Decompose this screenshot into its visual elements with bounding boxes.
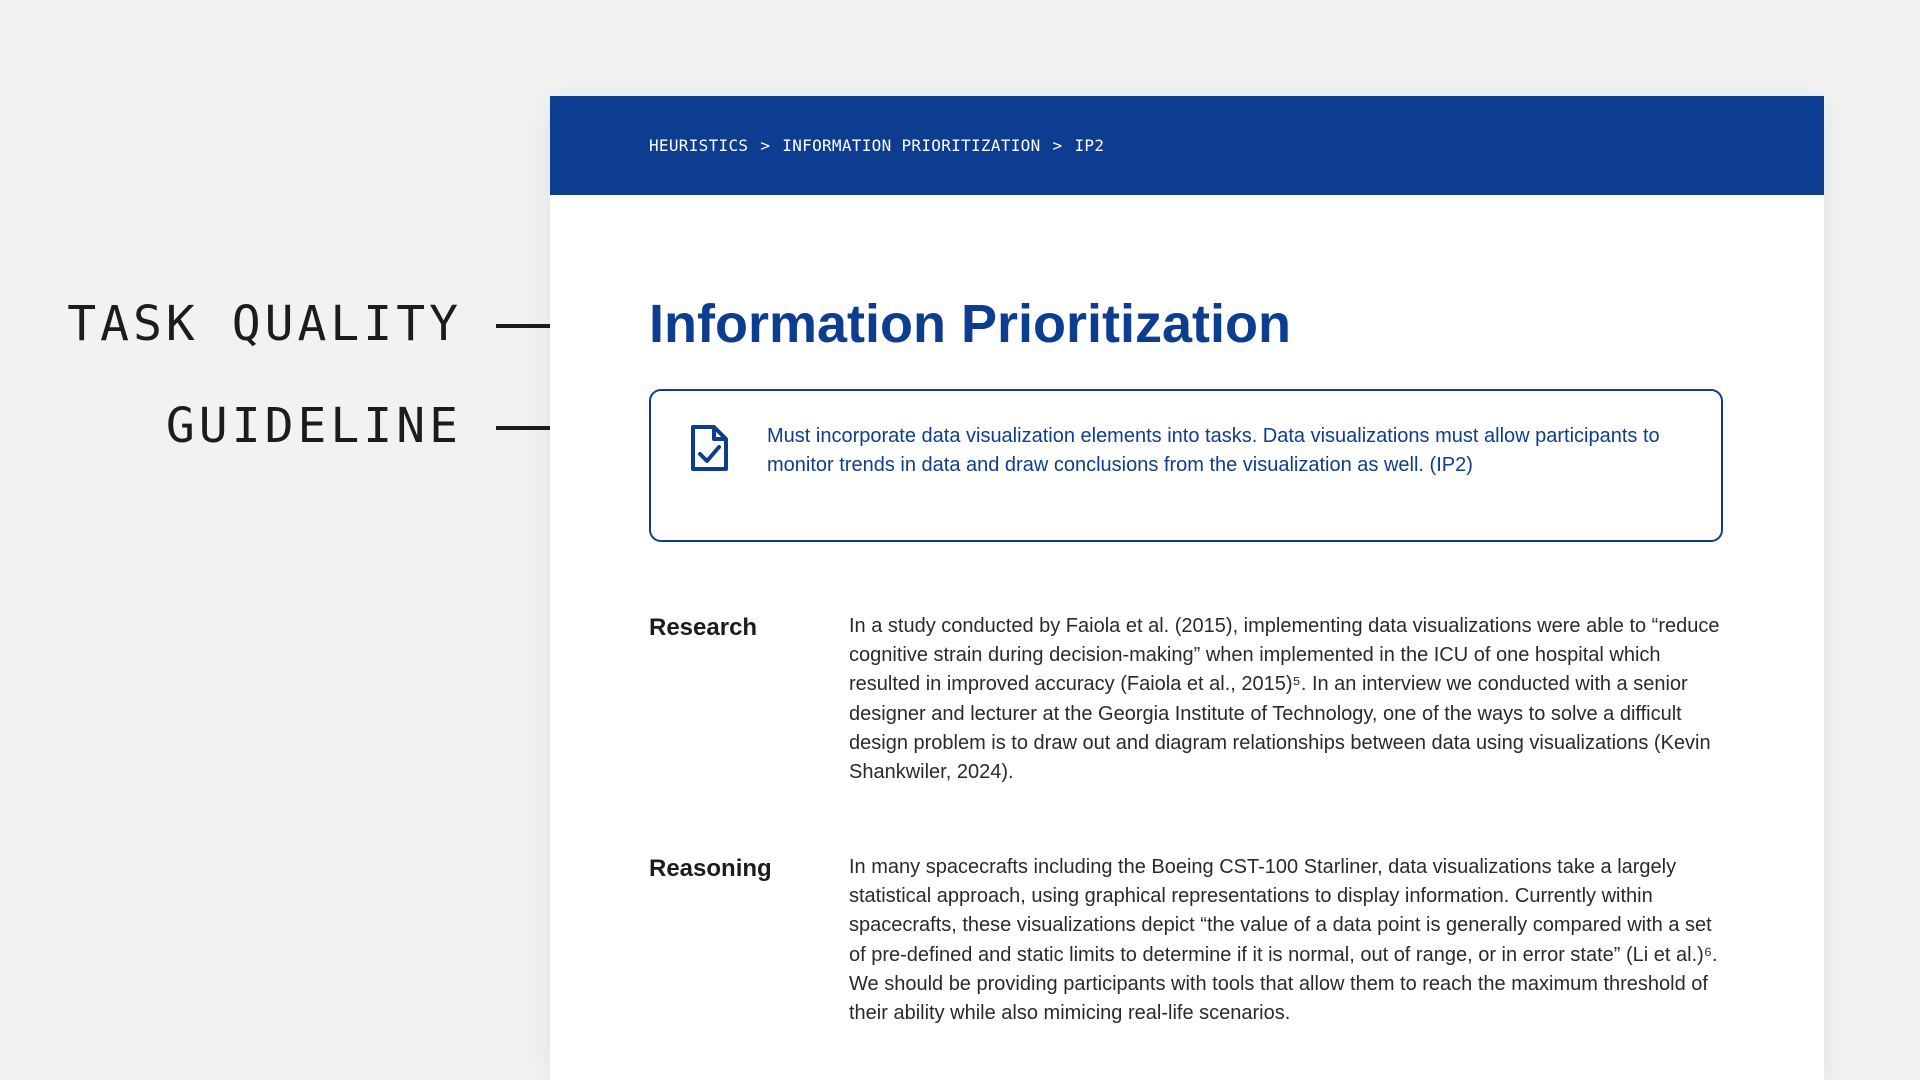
breadcrumb-item-ip2: IP2 (1074, 136, 1105, 155)
breadcrumb-item-heuristics[interactable]: HEURISTICS (649, 136, 749, 155)
section-label-reasoning: Reasoning (649, 855, 772, 882)
guideline-text: Must incorporate data visualization elements into tasks. Data visualizations must allow participants to monitor trends in data and draw conclusions from the visualization as well. (IP2) (767, 425, 1660, 476)
breadcrumb (649, 136, 1104, 155)
section-body-research: In a study conducted by Faiola et al. (2015), implementing data visualizations were able to “reduce cognitive strain during decision-making” when implemented in the ICU of one hospital which resulted in improved accuracy (Faiola et al., 2015)⁵. In an interview we conducted with a senior designer and lecturer at the Georgia Institute of Technology, one of the ways to solve a difficult design problem is to draw out and diagram relationships between data using visualizations (Kevin Shankwiler, 2024). (849, 615, 1720, 784)
breadcrumb-separator-icon: > (1052, 136, 1063, 155)
page-title: Information Prioritization (649, 294, 1291, 354)
annotation-guideline: GUIDELINE (165, 398, 462, 454)
breadcrumb-separator-icon: > (760, 136, 771, 155)
document-check-icon (689, 425, 729, 471)
section-label-research: Research (649, 614, 758, 641)
document-card (550, 96, 1824, 1080)
section-body-reasoning: In many spacecrafts including the Boeing CST-100 Starliner, data visualizations take a largely statistical approach, using graphical representations to display information. Currently within spacecrafts, these visualizations depict “the value of a data point is generally compared with a set of pre-defined and static limits to determine if it is normal, out of range, or in error state” (Li et al.)⁶. We should be providing participants with tools that allow them to reach the maximum threshold of their ability while also mimicing real-life scenarios. (849, 856, 1718, 1025)
breadcrumb-item-information-prioritization[interactable]: INFORMATION PRIORITIZATION (782, 136, 1041, 155)
annotation-task-quality: TASK QUALITY (67, 296, 462, 352)
guideline-callout (649, 389, 1723, 542)
page-header (550, 96, 1824, 195)
